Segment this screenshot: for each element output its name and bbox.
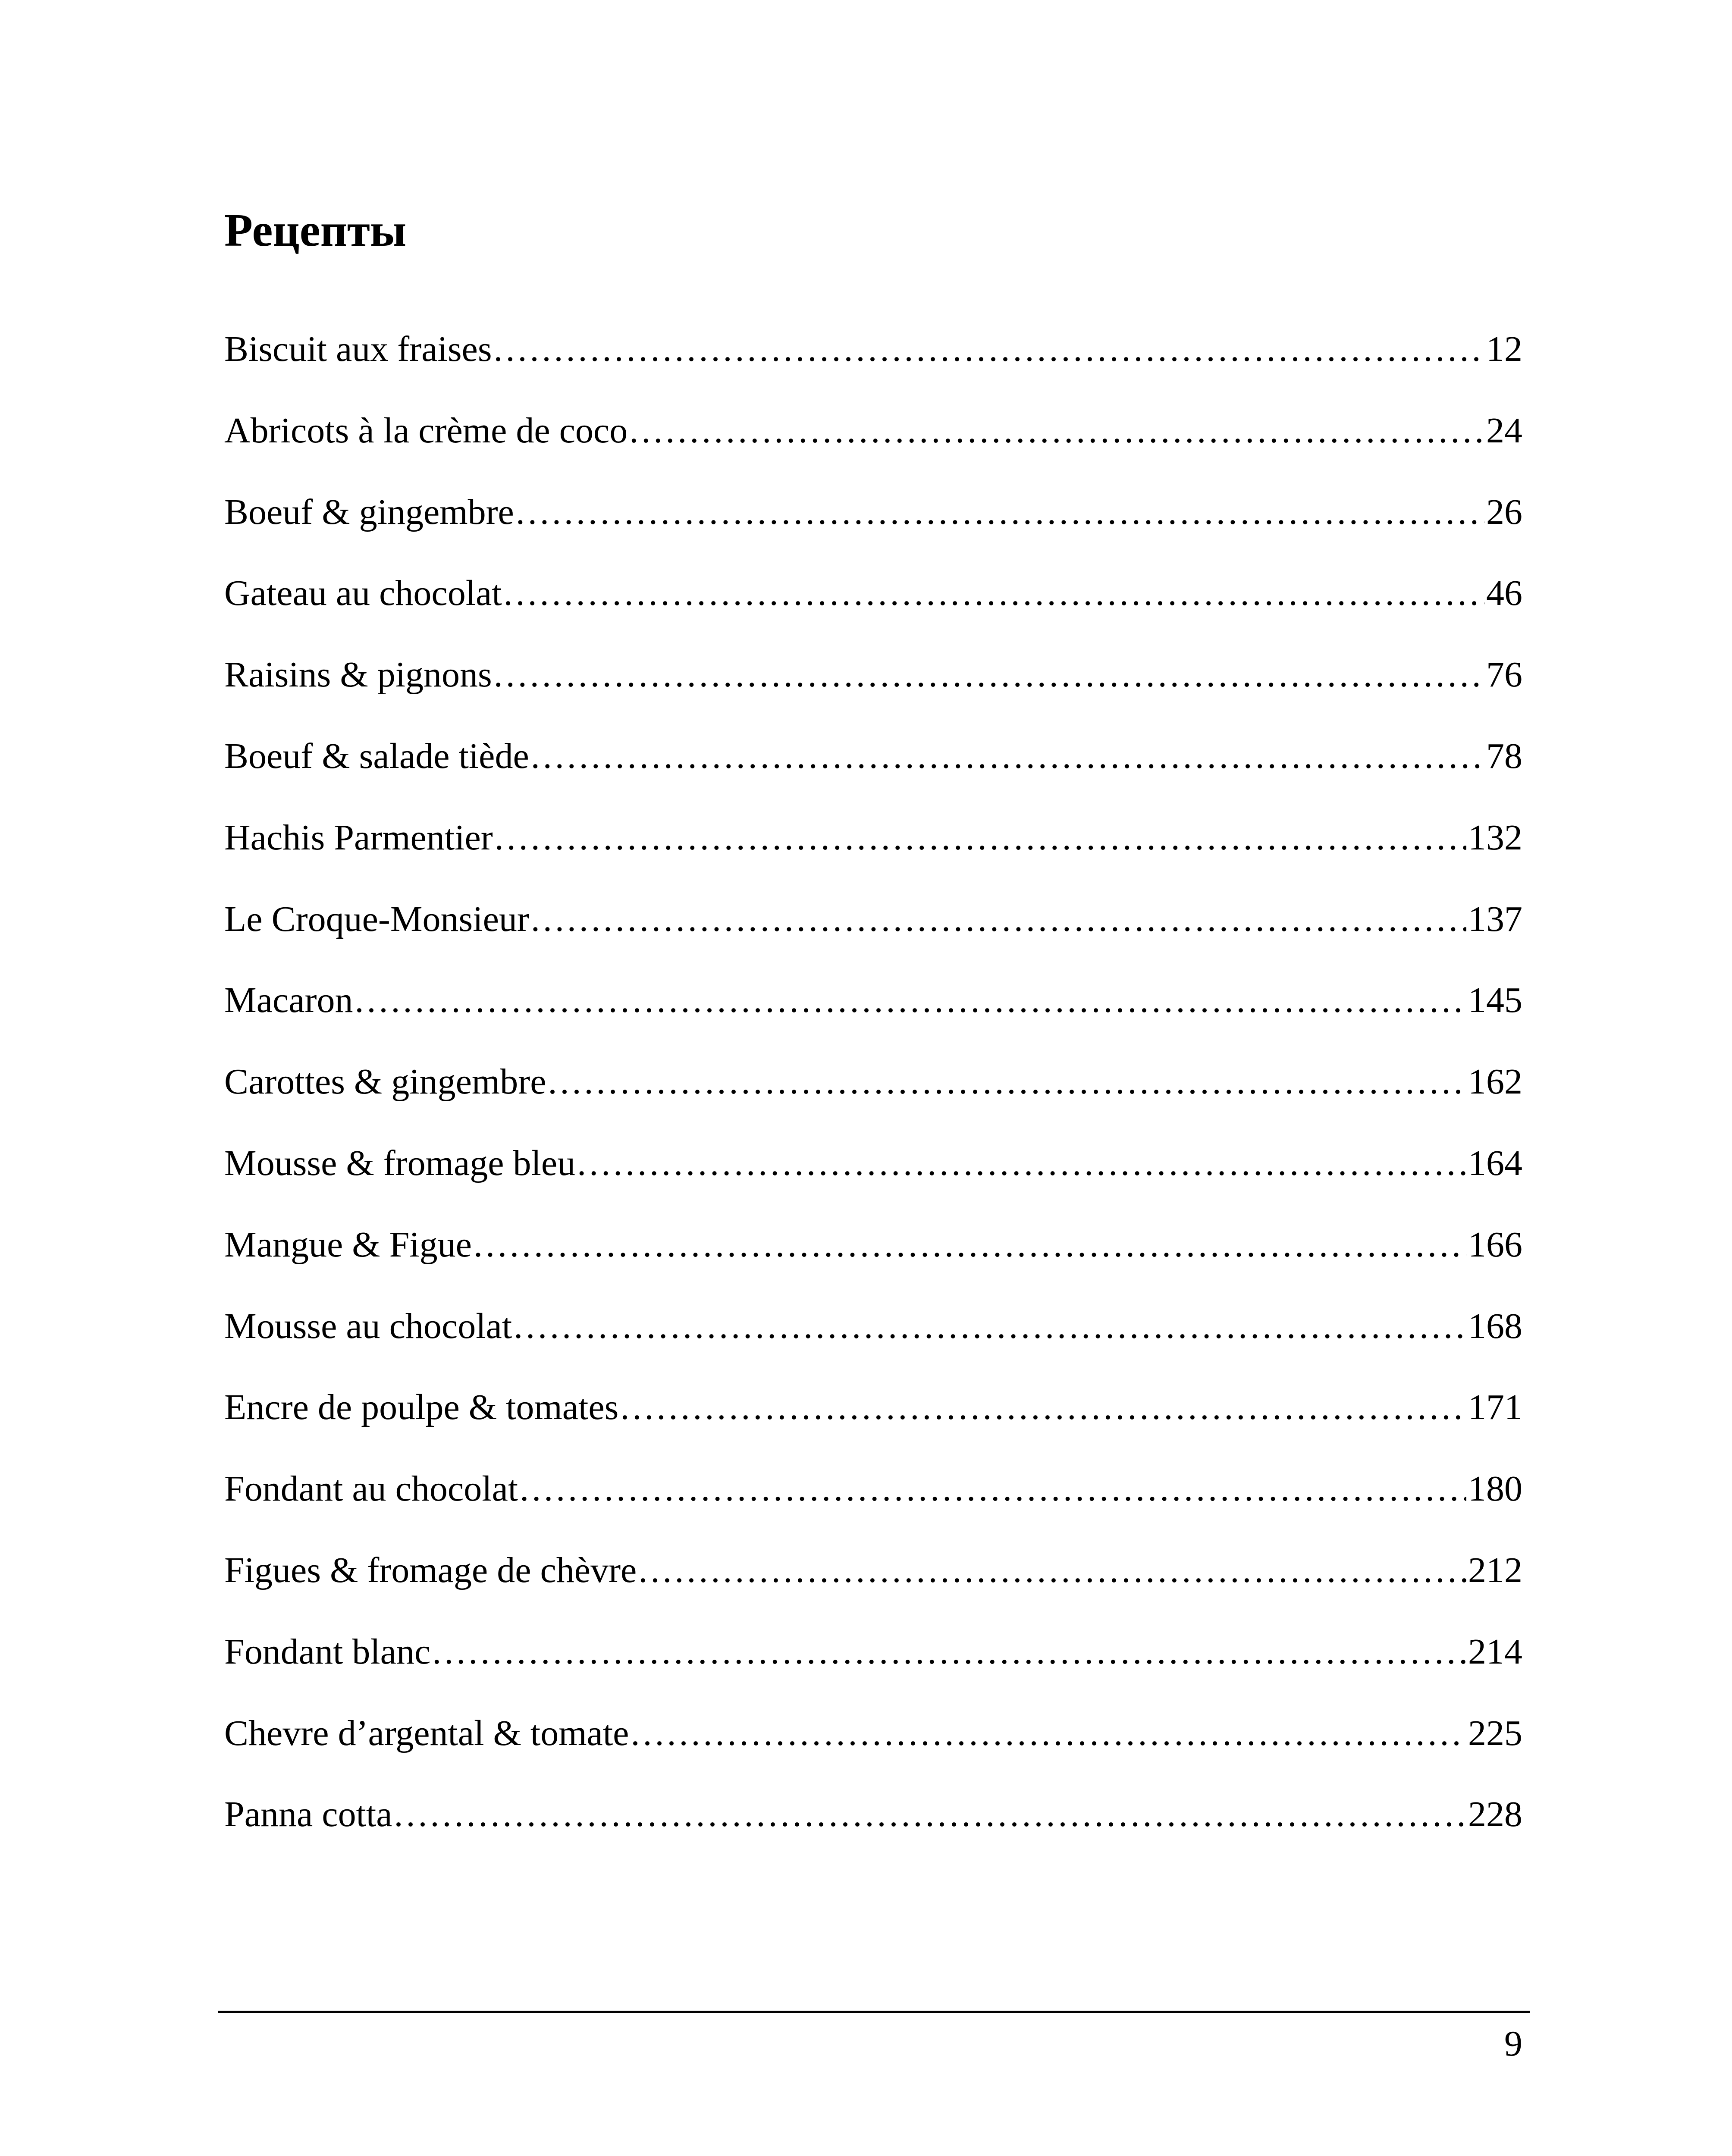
toc-entry-page: 180: [1468, 1469, 1522, 1509]
toc-dot-leader: [629, 403, 1484, 459]
toc-entry-page: 164: [1468, 1143, 1522, 1183]
toc-dot-leader: [514, 1298, 1466, 1354]
toc-entry-page: 26: [1486, 492, 1522, 532]
toc-entry-title: Biscuit aux fraises: [224, 329, 492, 369]
toc-entry: [224, 1135, 1522, 1217]
toc-dot-leader: [474, 1217, 1466, 1273]
toc-entry: [224, 972, 1522, 1054]
toc-entry: [224, 1298, 1522, 1380]
toc-dot-leader: [548, 1054, 1466, 1110]
toc-entry-title: Figues & fromage de chèvre: [224, 1550, 637, 1590]
toc-entry-title: Fondant au chocolat: [224, 1469, 518, 1509]
toc-entry: [224, 891, 1522, 973]
toc-entry-title: Fondant blanc: [224, 1631, 431, 1672]
toc-entry: [224, 810, 1522, 891]
toc-dot-leader: [394, 1786, 1466, 1843]
toc-dot-leader: [494, 321, 1484, 377]
toc-entry-page: 137: [1468, 899, 1522, 939]
toc-entry-page: 212: [1468, 1550, 1522, 1590]
toc-entry-page: 12: [1486, 329, 1522, 369]
toc-entry-title: Encre de poulpe & tomates: [224, 1387, 619, 1428]
toc-dot-leader: [432, 1624, 1466, 1680]
toc-entry-page: 214: [1468, 1631, 1522, 1672]
toc-dot-leader: [620, 1379, 1466, 1435]
toc-entry-page: 78: [1486, 736, 1522, 776]
toc-dot-leader: [520, 1461, 1466, 1517]
toc-dot-leader: [631, 1705, 1466, 1761]
toc-entry: [224, 1461, 1522, 1542]
page-title: Рецепты: [224, 205, 407, 256]
toc-dot-leader: [577, 1135, 1466, 1191]
toc-entry-title: Le Croque-Monsieur: [224, 899, 529, 939]
toc-entry: [224, 1624, 1522, 1705]
toc-entry-page: 145: [1468, 980, 1522, 1021]
toc-entry-page: 132: [1468, 817, 1522, 858]
toc-entry: [224, 565, 1522, 647]
toc-entry-page: 228: [1468, 1794, 1522, 1835]
toc-entry-title: Panna cotta: [224, 1794, 392, 1835]
toc-entry: [224, 1705, 1522, 1787]
toc-entry: [224, 1786, 1522, 1868]
toc-entry-title: Boeuf & salade tiède: [224, 736, 529, 776]
toc-entry-title: Mangue & Figue: [224, 1224, 472, 1265]
toc-entry: [224, 1054, 1522, 1135]
toc-dot-leader: [531, 728, 1484, 784]
toc-dot-leader: [495, 810, 1466, 866]
toc-dot-leader: [494, 647, 1484, 703]
toc-entry-page: 168: [1468, 1306, 1522, 1346]
toc-dot-leader: [638, 1542, 1466, 1598]
toc-entry: [224, 1379, 1522, 1461]
toc-entry: [224, 1217, 1522, 1298]
toc-entry-page: 162: [1468, 1062, 1522, 1102]
toc-entry-title: Boeuf & gingembre: [224, 492, 514, 532]
toc-entry-title: Carottes & gingembre: [224, 1062, 546, 1102]
toc-entry-page: 166: [1468, 1224, 1522, 1265]
toc-entry-page: 24: [1486, 410, 1522, 451]
toc-entry-title: Mousse & fromage bleu: [224, 1143, 576, 1183]
toc-entry-title: Macaron: [224, 980, 353, 1021]
toc-entry: [224, 484, 1522, 566]
toc-dot-leader: [504, 565, 1484, 621]
toc-entry-title: Raisins & pignons: [224, 655, 492, 695]
toc-entry-page: 46: [1486, 573, 1522, 614]
toc-dot-leader: [355, 972, 1466, 1028]
toc-entry-page: 225: [1468, 1713, 1522, 1753]
footer-divider: [218, 2011, 1530, 2013]
toc-entry-page: 76: [1486, 655, 1522, 695]
toc-entry: [224, 403, 1522, 484]
toc-entry-title: Gateau au chocolat: [224, 573, 502, 614]
page-number: 9: [1504, 2024, 1522, 2064]
toc-dot-leader: [516, 484, 1484, 540]
toc-dot-leader: [531, 891, 1466, 947]
toc-entry-title: Mousse au chocolat: [224, 1306, 512, 1346]
toc-entry: [224, 1542, 1522, 1624]
toc-entry: [224, 647, 1522, 728]
toc-entry: [224, 728, 1522, 810]
toc-entry-title: Hachis Parmentier: [224, 817, 493, 858]
toc-entry: [224, 321, 1522, 403]
toc-entry-title: Abricots à la crème de coco: [224, 410, 628, 451]
toc-entry-page: 171: [1468, 1387, 1522, 1428]
table-of-contents: [224, 321, 1522, 1868]
toc-entry-title: Chevre d’argental & tomate: [224, 1713, 629, 1753]
